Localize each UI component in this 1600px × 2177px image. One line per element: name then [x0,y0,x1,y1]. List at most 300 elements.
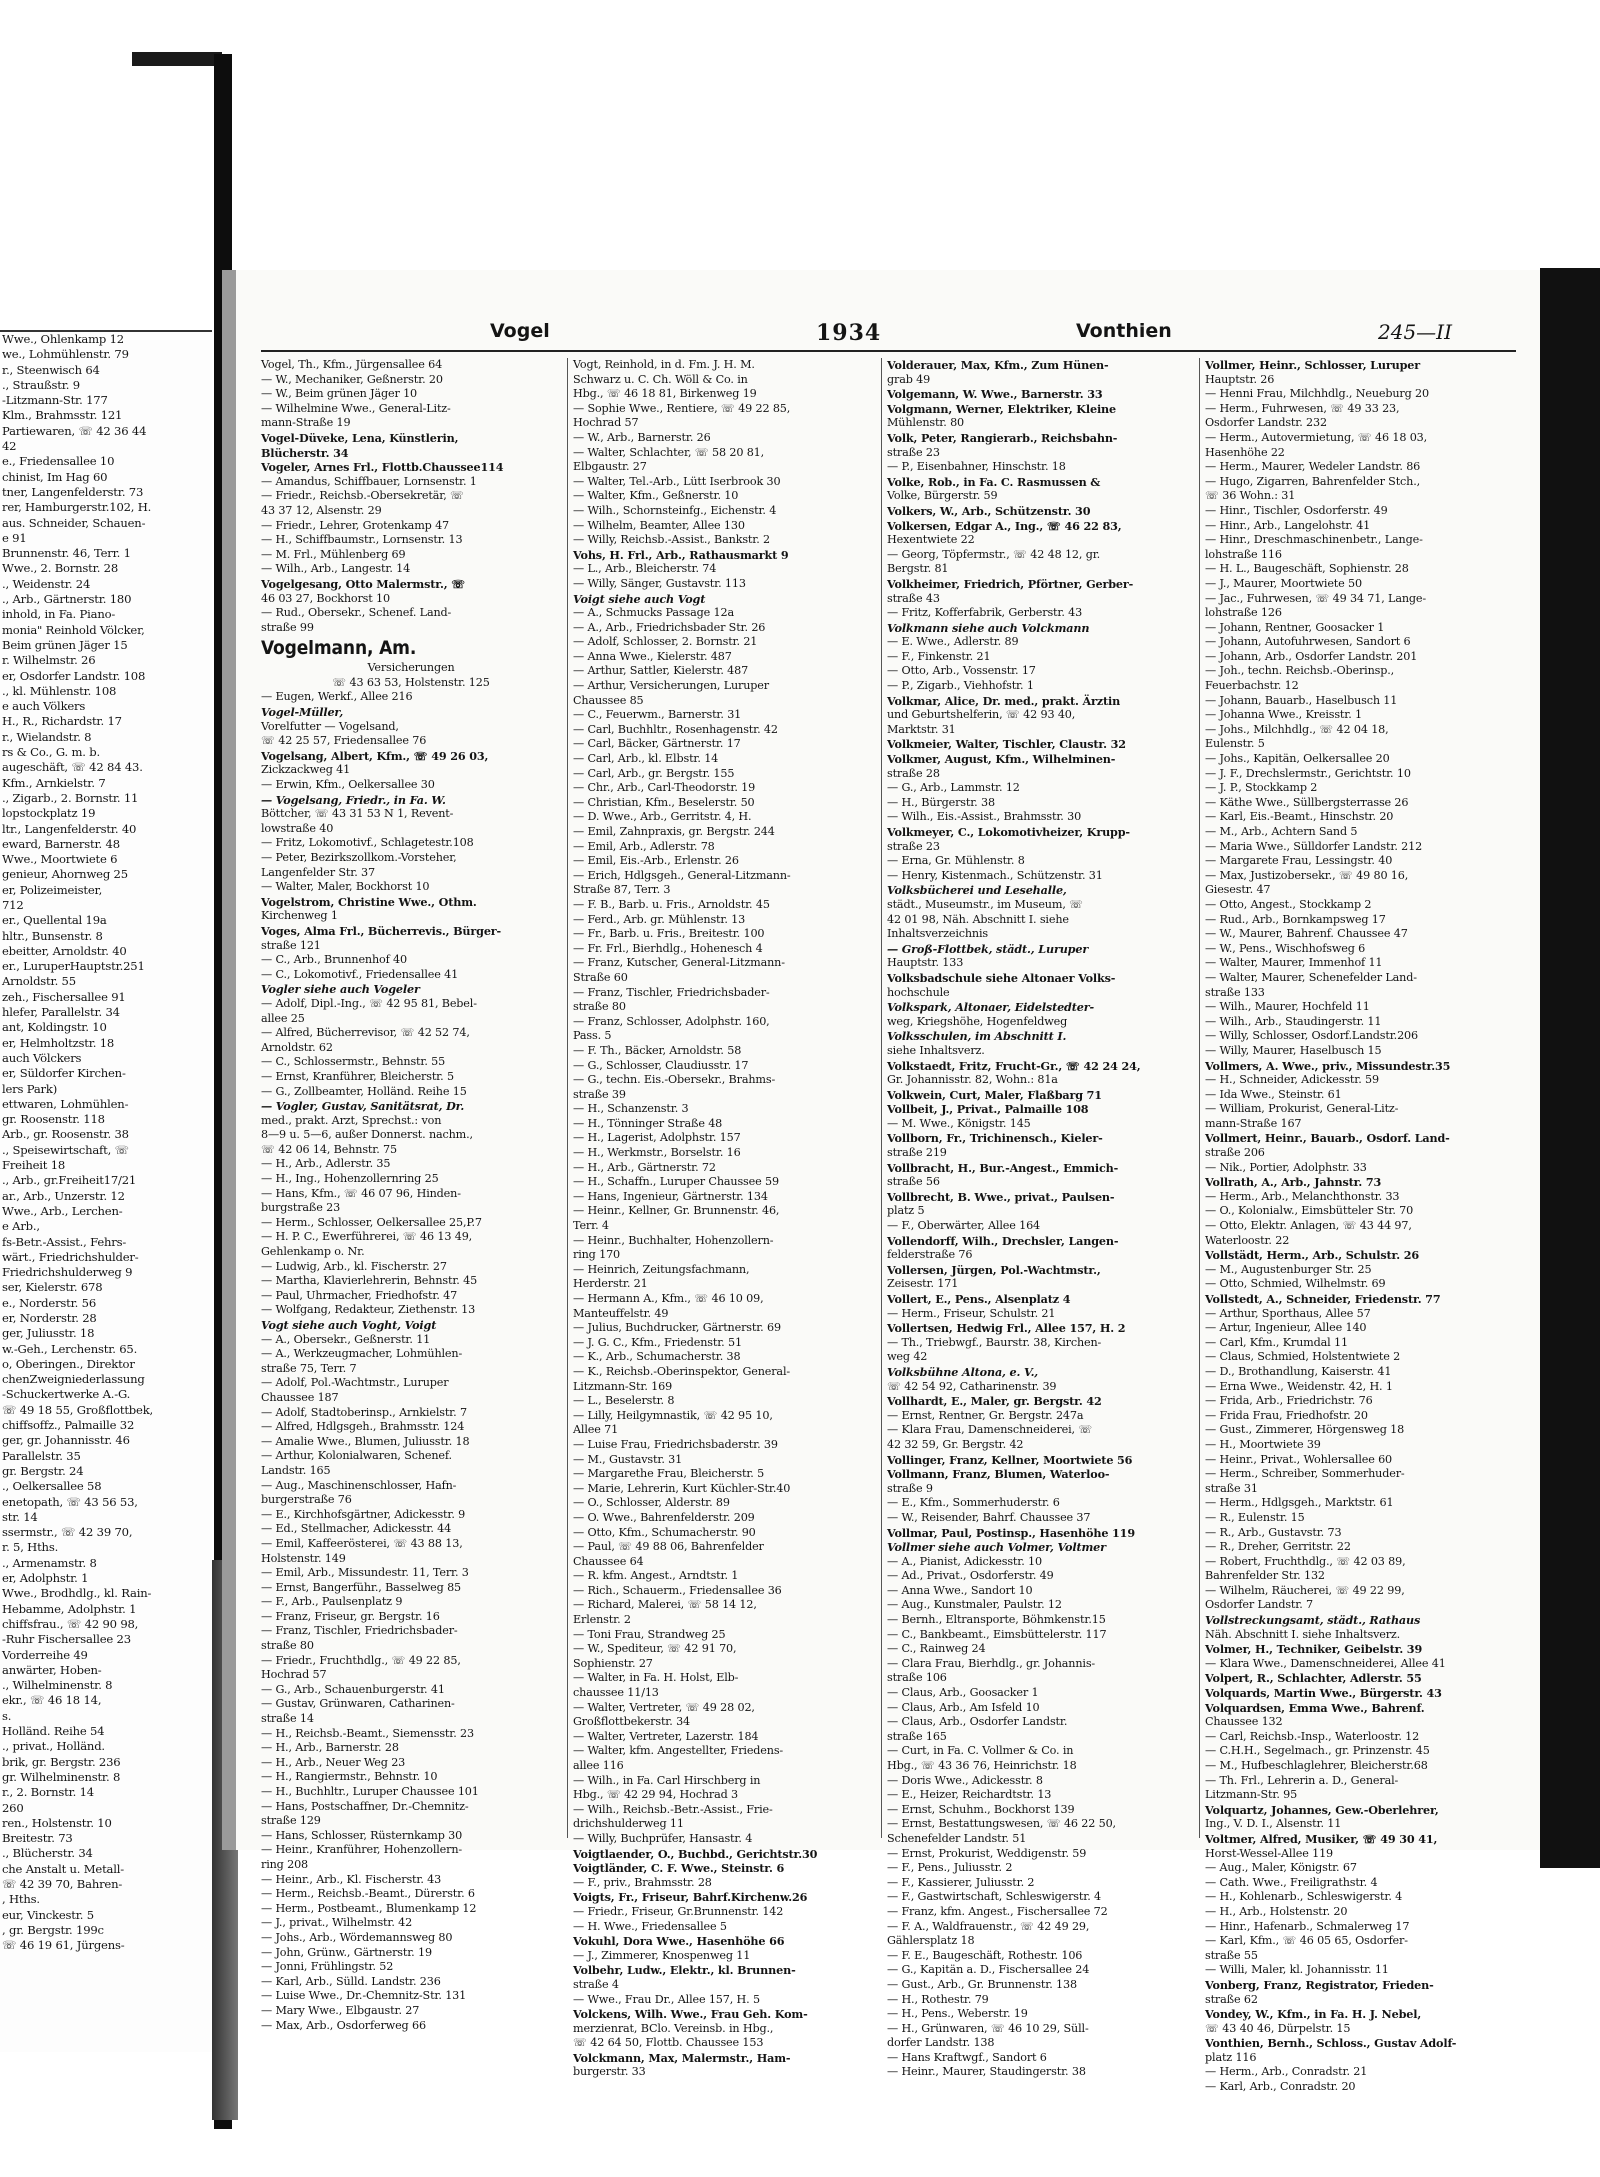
directory-entry: — E., Heizer, Reichardtstr. 13 [887,1788,1052,1802]
directory-entry: Großflottbekerstr. 34 [573,1715,691,1729]
directory-entry: straße 133 [1205,985,1265,999]
directory-entry: Volderauer, Max, Kfm., Zum Hünen- [887,358,1109,372]
left-page-line: Wwe., Moortwiete 6 [2,852,118,867]
directory-entry: Waterloostr. 22 [1205,1233,1290,1247]
directory-entry: Hexentwiete 22 [887,533,975,547]
directory-entry: lohstraße 126 [1205,606,1282,620]
directory-entry: Volksbadschule siehe Altonaer Volks- [887,970,1116,985]
directory-entry: — Hinr., Hafenarb., Schmalerweg 17 [1205,1919,1410,1933]
directory-entry: Osdorfer Landstr. 7 [1205,1598,1314,1612]
left-page-line: Kfm., Arnkielstr. 7 [2,775,106,790]
directory-entry: — Rich., Schauerm., Friedensallee 36 [573,1583,782,1597]
left-page-line: inhold, in Fa. Piano- [2,607,116,622]
directory-entry: Vorelfutter — Vogelsand, [261,719,399,733]
directory-entry: — H., Grünwaren, ☏ 46 10 29, Süll- [887,2021,1089,2035]
directory-entry: — Wilh., Reichsb.-Betr.-Assist., Frie- [573,1802,773,1816]
directory-entry: — G., Arb., Schauenburgerstr. 41 [261,1682,445,1696]
directory-entry: — F. E., Baugeschäft, Rothestr. 106 [887,1948,1083,1962]
directory-entry: — Walter, kfm. Angestellter, Friedens- [573,1744,784,1758]
directory-entry: weg, Kriegshöhe, Hogenfeldweg [887,1014,1068,1028]
directory-entry: Vollstedt, A., Schneider, Friedenstr. 77 [1205,1292,1441,1306]
directory-entry: — Johs., Kapitän, Oelkersallee 20 [1205,752,1390,766]
directory-entry: — Anna Wwe., Sandort 10 [887,1583,1033,1597]
directory-entry: — E. Wwe., Adlerstr. 89 [887,635,1019,649]
directory-entry: — Walter, Vertreter, Lazerstr. 184 [573,1729,759,1743]
directory-entry: Terr. 4 [573,1219,609,1233]
directory-entry: — Claus, Schmied, Holstentwiete 2 [1205,1350,1401,1364]
directory-entry: — Franz, Schlosser, Adolphstr. 160, [573,1014,770,1028]
directory-entry: — C.H.H., Segelmach., gr. Prinzenstr. 45 [1205,1744,1430,1758]
left-page-line: er, Adolphstr. 1 [2,1571,89,1586]
directory-entry: Vogel, Th., Kfm., Jürgensallee 64 [261,358,443,371]
directory-entry: — Herm., Schreiber, Sommerhuder- [1205,1467,1405,1481]
directory-entry: Volpert, R., Schlachter, Adlerstr. 55 [1205,1671,1422,1686]
directory-entry: 46 03 27, Bockhorst 10 [261,591,390,605]
directory-entry: — Willy, Sänger, Gustavstr. 113 [573,576,746,590]
directory-entry: Voges, Alma Frl., Bücherrevis., Bürger- [261,923,502,938]
left-page-line: 712 [2,897,24,912]
directory-entry: — W., Mechaniker, Geßnerstr. 20 [261,372,443,386]
directory-entry: Hauptstr. 26 [1205,372,1275,386]
directory-entry: — Fritz, Lokomotivf., Schlagetestr.108 [261,836,474,850]
left-page-line: Arnoldstr. 55 [2,974,76,989]
directory-entry: — Herm., Arb., Conradstr. 21 [1205,2065,1368,2079]
directory-entry: — Ferd., Arb. gr. Mühlenstr. 13 [573,912,746,926]
directory-entry: — Karl, Arb., Conradstr. 20 [1205,2080,1356,2094]
directory-entry: Arnoldstr. 62 [261,1040,333,1054]
directory-entry: lowstraße 40 [261,821,334,835]
page-header [266,320,1516,346]
directory-entry: grab 49 [887,372,931,386]
left-page-line: ltr., Langenfelderstr. 40 [2,821,137,836]
directory-entry: straße 121 [261,938,321,952]
directory-entry: Böttcher, ☏ 43 31 53 N 1, Revent- [261,807,454,821]
directory-entry: Vollinger, Franz, Kellner, Moortwiete 56 [887,1452,1133,1467]
directory-entry: straße 31 [1205,1481,1258,1495]
left-page-line: fs-Betr.-Assist., Fehrs- [2,1234,127,1249]
directory-entry: Osdorfer Landstr. 232 [1205,416,1327,430]
directory-entry: — Willy, Schlosser, Osdorf.Landstr.206 [1205,1029,1418,1043]
directory-entry: straße 80 [573,1000,626,1014]
left-page-line: lopstockplatz 19 [2,806,96,821]
column-4 [1205,358,1505,2094]
directory-entry: Vollmer siehe auch Volmer, Voltmer [887,1540,1106,1555]
left-page-line: aus. Schneider, Schauen- [2,515,146,530]
directory-entry: Hbg., ☏ 46 18 81, Birkenweg 19 [573,387,757,401]
directory-entry: — W., Reisender, Bahrf. Chaussee 37 [887,1510,1091,1524]
directory-entry: Schenefelder Landstr. 51 [887,1831,1027,1845]
directory-entry: — M. Frl., Mühlenberg 69 [261,547,406,561]
directory-entry: — H., Lagerist, Adolphstr. 157 [573,1131,741,1145]
directory-entry: Volksbücherei und Lesehalle, [887,883,1067,898]
left-page-line: r., Steenwisch 64 [2,362,100,377]
directory-entry: Bergstr. 81 [887,562,949,576]
left-page-line: ☏ 49 18 55, Großflottbek, [2,1402,154,1417]
directory-entry: — Claus, Arb., Goosacker 1 [887,1686,1039,1700]
left-page-line: ., Arb., Gärtnerstr. 180 [2,592,132,607]
directory-entry: Hauptstr. 133 [887,956,964,970]
left-page-line: augeschäft, ☏ 42 84 43. [2,760,143,775]
directory-entry: — Luise Frau, Friedrichsbaderstr. 39 [573,1437,778,1451]
directory-entry: — Robert, Fruchthdlg., ☏ 42 03 89, [1205,1554,1406,1568]
directory-entry: — L., Beselerstr. 8 [573,1394,675,1408]
left-page-line: gr. Bergstr. 24 [2,1463,84,1478]
directory-entry: — F., Pens., Juliusstr. 2 [887,1861,1013,1875]
directory-entry: — F., Gastwirtschaft, Schleswigerstr. 4 [887,1890,1101,1904]
left-page-line: brik, gr. Bergstr. 236 [2,1754,121,1769]
directory-entry: — Herm., Arb., Melanchthonstr. 33 [1205,1189,1400,1203]
directory-entry: — Herm., Maurer, Wedeler Landstr. 86 [1205,460,1421,474]
directory-entry: — Erna Wwe., Weidenstr. 42, H. 1 [1205,1379,1393,1393]
left-page-line: ., Blücherstr. 34 [2,1846,93,1861]
directory-entry: straße 80 [261,1639,314,1653]
directory-entry: Vollersen, Jürgen, Pol.-Wachtmstr., [887,1262,1101,1277]
directory-entry: — Claus, Arb., Am Isfeld 10 [887,1700,1040,1714]
directory-entry: straße 14 [261,1712,314,1726]
directory-entry: — Karl, Kfm., ☏ 46 05 65, Osdorfer- [1205,1934,1408,1948]
directory-entry: ring 170 [573,1248,621,1262]
directory-entry: — G., Arb., Lammstr. 12 [887,781,1020,795]
left-page-line: hlefer, Parallelstr. 34 [2,1005,120,1020]
directory-entry: — H., Schneider, Adickesstr. 59 [1205,1073,1379,1087]
directory-entry: — O., Kolonialw., Eimsbütteler Str. 70 [1205,1204,1414,1218]
left-page-line: we., Lohmühlenstr. 79 [2,347,129,362]
directory-entry: — Mary Wwe., Elbgaustr. 27 [261,2003,420,2017]
directory-entry: — Emil, Arb., Adlerstr. 78 [573,839,715,853]
directory-entry: Volquards, Martin Wwe., Bürgerstr. 43 [1205,1686,1442,1701]
directory-entry: — Erwin, Kfm., Oelkersallee 30 [261,778,435,792]
left-page-line: , Hths. [2,1892,40,1907]
directory-entry: — G., techn. Eis.-Obersekr., Brahms- [573,1073,776,1087]
directory-entry: Voigt siehe auch Vogt [573,591,706,606]
left-page-line: Arb., gr. Roosenstr. 38 [2,1127,129,1142]
directory-entry: — A., Werkzeugmacher, Lohmühlen- [261,1347,463,1361]
directory-entry: — Chr., Arb., Carl-Theodorstr. 19 [573,781,756,795]
directory-entry: — William, Prokurist, General-Litz- [1205,1102,1399,1116]
directory-entry: — H., Pens., Weberstr. 19 [887,2007,1028,2021]
directory-entry: Sophienstr. 27 [573,1656,653,1670]
left-page-line: ., Armenamstr. 8 [2,1555,97,1570]
left-page-line: chiffsoffz., Palmaille 32 [2,1418,135,1433]
directory-entry: — Hans Kraftwgf., Sandort 6 [887,2050,1047,2064]
directory-entry: — Heinr., Maurer, Staudingerstr. 38 [887,2065,1086,2079]
header-page-number: 245—II [1378,320,1452,344]
left-page-line: s. [2,1708,12,1723]
directory-entry: burgerstraße 76 [261,1493,352,1507]
directory-entry: Inhaltsverzeichnis [887,927,988,941]
directory-entry: — Hermann A., Kfm., ☏ 46 10 09, [573,1292,764,1305]
directory-entry: Volkersen, Edgar A., Ing., ☏ 46 22 83, [887,518,1122,533]
left-partial-page [0,330,212,2052]
directory-entry: Vondey, W., Kfm., in Fa. H. J. Nebel, [1205,2007,1422,2022]
directory-entry: Marktstr. 31 [887,722,956,736]
directory-entry: — Henry, Kistenmach., Schützenstr. 31 [887,868,1103,882]
directory-entry: Vollstreckungsamt, städt., Rathaus [1205,1613,1421,1628]
directory-entry: — F. Th., Bäcker, Arnoldstr. 58 [573,1043,742,1057]
directory-entry: Vollmar, Paul, Postinsp., Hasenhöhe 119 [887,1525,1135,1540]
left-page-line: ssermstr., ☏ 42 39 70, [2,1525,133,1540]
directory-entry: Langenfelder Str. 37 [261,865,375,879]
directory-entry: — Marie, Lehrerin, Kurt Küchler-Str.40 [573,1481,791,1495]
directory-entry: — Otto, Angest., Stockkamp 2 [1205,897,1372,911]
left-page-line: hltr., Bunsenstr. 8 [2,928,103,943]
directory-entry: straße 23 [887,445,940,459]
directory-entry: — Willi, Maler, kl. Johannisstr. 11 [1205,1963,1389,1977]
left-page-line: Beim grünen Jäger 15 [2,637,128,652]
directory-entry: straße 99 [261,620,314,634]
left-page-line: wärt., Friedrichshulder- [2,1249,139,1264]
directory-entry: Vollbrecht, B. Wwe., privat., Paulsen- [887,1189,1115,1204]
directory-entry: Pass. 5 [573,1029,612,1043]
directory-entry: Voigtländer, C. F. Wwe., Steinstr. 6 [573,1861,785,1876]
directory-entry: — Herm., Fuhrwesen, ☏ 49 33 23, [1205,401,1400,415]
directory-entry: — F., Arb., Paulsenplatz 9 [261,1595,403,1609]
directory-entry: Volkers, W., Arb., Schützenstr. 30 [887,503,1091,518]
left-page-line: ger, Juliusstr. 18 [2,1326,95,1341]
directory-entry: Horst-Wessel-Allee 119 [1205,1846,1333,1860]
directory-entry: — Wilh., Arb., Staudingerstr. 11 [1205,1014,1382,1028]
directory-entry: Volgemann, W. Wwe., Barnerstr. 33 [887,387,1103,402]
directory-entry: — K., Arb., Schumacherstr. 38 [573,1350,741,1364]
directory-entry: Vollert, E., Pens., Alsenplatz 4 [887,1292,1071,1306]
directory-entry: Volksschulen, im Abschnitt I. [887,1029,1067,1044]
directory-entry: — Herm., Hdlgsgeh., Marktstr. 61 [1205,1496,1394,1510]
directory-entry: — G., Zollbeamter, Holländ. Reihe 15 [261,1084,467,1098]
directory-entry: straße 9 [887,1481,933,1495]
left-page-line: str. 14 [2,1509,38,1524]
directory-entry: — Franz, Tischler, Friedrichsbader- [573,985,770,999]
directory-entry: — H., Moortwiete 39 [1205,1437,1321,1451]
directory-entry: — Karl, Arb., Sülld. Landstr. 236 [261,1974,441,1988]
directory-entry: — Paul, ☏ 49 88 06, Bahrenfelder [573,1540,764,1554]
directory-entry: — Gustav, Grünwaren, Catharinen- [261,1697,455,1711]
directory-entry: — D., Brothandlung, Kaiserstr. 41 [1205,1364,1392,1378]
directory-entry: Vonthien, Bernh., Schloss., Gustav Adolf- [1205,2036,1457,2051]
directory-entry: — H., Bürgerstr. 38 [887,795,995,809]
directory-entry: — Erich, Hdlgsgeh., General-Litzmann- [573,868,791,882]
directory-entry: — Herm., Postbeamt., Blumenkamp 12 [261,1901,477,1915]
directory-entry: — Walter, Tel.-Arb., Lütt Iserbrook 30 [573,474,781,488]
directory-entry: Voigts, Fr., Friseur, Bahrf.Kirchenw.26 [573,1890,808,1905]
directory-entry: Gehlenkamp o. Nr. [261,1245,365,1259]
directory-entry: Mühlenstr. 80 [887,416,965,430]
directory-entry: — Ida Wwe., Steinstr. 61 [1205,1087,1342,1101]
directory-entry: — Jac., Fuhrwesen, ☏ 49 34 71, Lange- [1205,591,1427,605]
directory-entry: Chaussee 187 [261,1390,339,1404]
directory-entry: — Friedr., Lehrer, Grotenkamp 47 [261,518,450,532]
directory-entry: — F., Finkenstr. 21 [887,649,991,663]
directory-entry: — Alfred, Bücherrevisor, ☏ 42 52 74, [261,1026,470,1040]
directory-entry: — Wilh., Schornsteinfg., Eichenstr. 4 [573,503,777,517]
directory-entry: ☏ 42 06 14, Behnstr. 75 [261,1142,397,1156]
left-page-line: -Litzmann-Str. 177 [2,393,108,408]
left-page-line: ., Zigarb., 2. Bornstr. 11 [2,790,139,805]
directory-entry: — J., Maurer, Moortwiete 50 [1205,576,1362,590]
directory-entry: straße 23 [887,839,940,853]
directory-entry: — H. P. C., Ewerführerei, ☏ 46 13 49, [261,1230,473,1244]
directory-entry: Elbgaustr. 27 [573,460,647,474]
directory-entry: — H., Schiffbaumstr., Lornsenstr. 13 [261,533,463,547]
left-page-line: ar., Arb., Unzerstr. 12 [2,1188,125,1203]
directory-entry: — Johanna Wwe., Kreisstr. 1 [1205,708,1363,722]
directory-entry: — H., Werkmstr., Borselstr. 16 [573,1146,741,1160]
directory-entry: weg 42 [887,1350,928,1364]
directory-entry: — G., Kapitän a. D., Fischersallee 24 [887,1963,1090,1977]
directory-entry: — R., Dreher, Gerritstr. 22 [1205,1540,1351,1554]
directory-entry: — Walter, Schlachter, ☏ 58 20 81, [573,445,765,459]
directory-entry: — H., Rangiermstr., Behnstr. 10 [261,1770,438,1784]
directory-entry: — J. P., Stockkamp 2 [1205,781,1318,795]
directory-entry: — Aug., Maler, Königstr. 67 [1205,1861,1357,1875]
directory-entry: — Th., Triebwgf., Baurstr. 38, Kirchen- [887,1335,1102,1349]
directory-entry: — Ed., Stellmacher, Adickesstr. 44 [261,1522,452,1536]
directory-entry: straße 56 [887,1175,940,1189]
directory-entry: — Julius, Buchdrucker, Gärtnerstr. 69 [573,1321,781,1335]
column-separator [881,358,882,1838]
directory-entry: — Heinr., Kellner, Gr. Brunnenstr. 46, [573,1204,780,1218]
left-page-line: r., Wielandstr. 8 [2,729,92,744]
directory-entry: — Johann, Autofuhrwesen, Sandort 6 [1205,635,1411,649]
directory-entry: Litzmann-Str. 95 [1205,1788,1298,1802]
directory-entry: Vogel-Düveke, Lena, Künstlerin, [261,430,459,445]
directory-entry: ☏ 43 40 46, Dürpelstr. 15 [1205,2021,1351,2035]
directory-entry: siehe Inhaltsverz. [887,1043,985,1057]
directory-entry: — H., Ing., Hohenzollernring 25 [261,1172,439,1186]
directory-entry: Vollbracht, H., Bur.-Angest., Emmich- [887,1160,1119,1175]
directory-entry: — Wolfgang, Redakteur, Ziethenstr. 13 [261,1303,476,1317]
directory-entry: ☏ 42 64 50, Flottb. Chaussee 153 [573,2036,764,2050]
directory-entry: — Hans, Kfm., ☏ 46 07 96, Hinden- [261,1186,461,1200]
directory-entry: — Alfred, Hdlgsgeh., Brahmsstr. 124 [261,1420,465,1434]
directory-entry: — Willy, Reichsb.-Assist., Bankstr. 2 [573,533,771,547]
directory-entry: Volkmeier, Walter, Tischler, Claustr. 32 [887,737,1126,752]
left-page-line: w.-Geh., Lerchenstr. 65. [2,1341,138,1356]
directory-entry: Giesestr. 47 [1205,883,1271,897]
directory-entry: — C., Bankbeamt., Eimsbüttelerstr. 117 [887,1627,1107,1641]
directory-entry: Volke, Bürgerstr. 59 [887,489,998,503]
directory-entry: — H., Kohlenarb., Schleswigerstr. 4 [1205,1890,1403,1904]
directory-entry: Hbg., ☏ 42 29 94, Hochrad 3 [573,1788,738,1802]
directory-columns [261,358,1517,2094]
directory-entry: — Fr. Frl., Bierhdlg., Hohenesch 4 [573,941,763,955]
directory-entry: — Walter, in Fa. H. Holst, Elb- [573,1671,739,1685]
header-left-word: Vogel [490,320,550,342]
directory-entry: — Lilly, Heilgymnastik, ☏ 42 95 10, [573,1408,773,1422]
left-page-line: e., Norderstr. 56 [2,1295,97,1310]
directory-entry: — Johann, Rentner, Goosacker 1 [1205,620,1385,634]
left-page-line: rs & Co., G. m. b. [2,745,100,760]
directory-entry: — A., Pianist, Adickesstr. 10 [887,1554,1042,1568]
directory-entry: — Henni Frau, Milchhdlg., Neueburg 20 [1205,387,1429,401]
directory-entry: 8—9 u. 5—6, außer Donnerst. nachm., [261,1128,473,1142]
left-page-line: enetopath, ☏ 43 56 53, [2,1494,138,1509]
directory-entry: — Walter, Vertreter, ☏ 49 28 02, [573,1700,755,1714]
directory-entry: Volksbühne Altona, e. V., [887,1364,1039,1379]
left-page-line: 260 [2,1800,24,1815]
directory-entry: Hochrad 57 [261,1668,327,1682]
directory-entry: Volkmar, Alice, Dr. med., prakt. Ärztin [887,693,1121,708]
directory-entry: — Otto, Kfm., Schumacherstr. 90 [573,1525,756,1539]
directory-entry: straße 55 [1205,1948,1258,1962]
directory-entry: — A., Schmucks Passage 12a [573,606,734,620]
directory-entry: — Arthur, Kolonialwaren, Schenef. [261,1449,452,1463]
directory-entry: Litzmann-Str. 169 [573,1379,673,1393]
directory-entry: — F. B., Barb. u. Fris., Arnoldstr. 45 [573,897,770,911]
directory-entry: — Margarethe Frau, Bleicherstr. 5 [573,1467,765,1481]
directory-entry: Voigtlaender, O., Buchbd., Gerichtstr.30 [573,1846,818,1861]
directory-entry: Schwarz u. C. Ch. Wöll & Co. in [573,372,748,386]
directory-entry: Volk, Peter, Rangierarb., Reichsbahn- [887,430,1118,445]
directory-entry: — Groß-Flottbek, städt., Luruper [887,941,1089,956]
directory-entry: — Otto, Elektr. Anlagen, ☏ 43 44 97, [1205,1219,1412,1233]
header-year: 1934 [816,320,882,346]
directory-entry: — Johs., Arb., Wördemannsweg 80 [261,1930,453,1944]
directory-entry: — Karl, Eis.-Beamt., Hinschstr. 20 [1205,810,1394,824]
directory-entry: allee 116 [573,1759,624,1772]
directory-entry: — H. Wwe., Friedensallee 5 [573,1919,727,1933]
directory-entry: — H., Schaffn., Luruper Chaussee 59 [573,1175,779,1189]
directory-entry: — Johann, Bauarb., Haselbusch 11 [1205,693,1398,707]
directory-entry: Zeisestr. 171 [887,1277,959,1291]
left-page-line: H., R., Richardstr. 17 [2,714,122,729]
directory-entry: allee 25 [261,1011,305,1025]
directory-entry: — J., Zimmerer, Knospenweg 11 [573,1948,751,1962]
directory-entry: — Walter, Kfm., Geßnerstr. 10 [573,489,739,503]
directory-entry: — Otto, Schmied, Wilhelmstr. 69 [1205,1277,1386,1291]
directory-entry: — Friedr., Fruchthdlg., ☏ 49 22 85, [261,1653,461,1667]
directory-entry: — Erna, Gr. Mühlenstr. 8 [887,854,1025,868]
directory-entry: ☏ 42 25 57, Friedensallee 76 [261,734,427,748]
directory-entry: Erlenstr. 2 [573,1613,631,1627]
left-page-line: ., Wilhelminenstr. 8 [2,1678,113,1693]
directory-entry: Volquardsen, Emma Wwe., Bahrenf. [1205,1700,1425,1715]
left-page-line: eward, Barnerstr. 48 [2,836,120,851]
directory-entry: — Arthur, Sattler, Kielerstr. 487 [573,664,749,678]
header-right-word: Vonthien [1076,320,1172,342]
directory-entry: — Carl, Buchhltr., Rosenhagenstr. 42 [573,722,778,736]
directory-entry: Hbg., ☏ 43 36 76, Heinrichstr. 18 [887,1759,1077,1772]
directory-entry: — Emil, Zahnpraxis, gr. Bergstr. 244 [573,825,775,838]
directory-entry: — Hans, Ingenieur, Gärtnerstr. 134 [573,1189,768,1203]
directory-entry: Volkwein, Curt, Maler, Flaßbarg 71 [887,1087,1102,1102]
directory-entry: — Adolf, Schlosser, 2. Bornstr. 21 [573,635,758,649]
directory-entry: — Maria Wwe., Sülldorfer Landstr. 212 [1205,839,1423,853]
directory-entry: — Friedr., Friseur, Gr.Brunnenstr. 142 [573,1904,784,1918]
directory-entry: lohstraße 116 [1205,547,1282,561]
directory-entry: — Franz, Friseur, gr. Bergstr. 16 [261,1609,440,1623]
left-page-line: zeh., Fischersallee 91 [2,989,126,1004]
directory-entry: burgerstr. 33 [573,2065,646,2079]
directory-entry: Chaussee 132 [1205,1715,1283,1729]
directory-entry: — K., Reichsb.-Oberinspektor, General- [573,1364,791,1378]
directory-entry: — John, Grünw., Gärtnerstr. 19 [261,1945,432,1959]
directory-entry: — Herm., Schlosser, Oelkersallee 25,P.7 [261,1215,482,1229]
directory-entry: — W., Maurer, Bahrenf. Chaussee 47 [1205,927,1408,941]
directory-entry: straße 28 [887,766,940,780]
directory-entry: Feuerbachstr. 12 [1205,679,1299,693]
directory-entry: — Amandus, Schiffbauer, Lornsenstr. 1 [261,474,477,488]
directory-entry: hochschule [887,985,950,999]
left-page-line: e 91 [2,530,27,545]
left-page-line: er, Osdorfer Landstr. 108 [2,668,146,683]
directory-entry: — Ernst, Rentner, Gr. Bergstr. 247a [887,1408,1084,1422]
directory-entry: — Adolf, Dipl.-Ing., ☏ 42 95 81, Bebel- [261,996,477,1010]
left-page-line: gr. Wilhelminenstr. 8 [2,1769,121,1784]
left-page-line: ., Speisewirtschaft, ☏ [2,1142,129,1157]
directory-entry: — Cath. Wwe., Freiligrathstr. 4 [1205,1875,1378,1889]
directory-entry: Ing., V. D. I., Alsenstr. 11 [1205,1817,1342,1831]
left-page-line: ser, Kielerstr. 678 [2,1280,103,1295]
